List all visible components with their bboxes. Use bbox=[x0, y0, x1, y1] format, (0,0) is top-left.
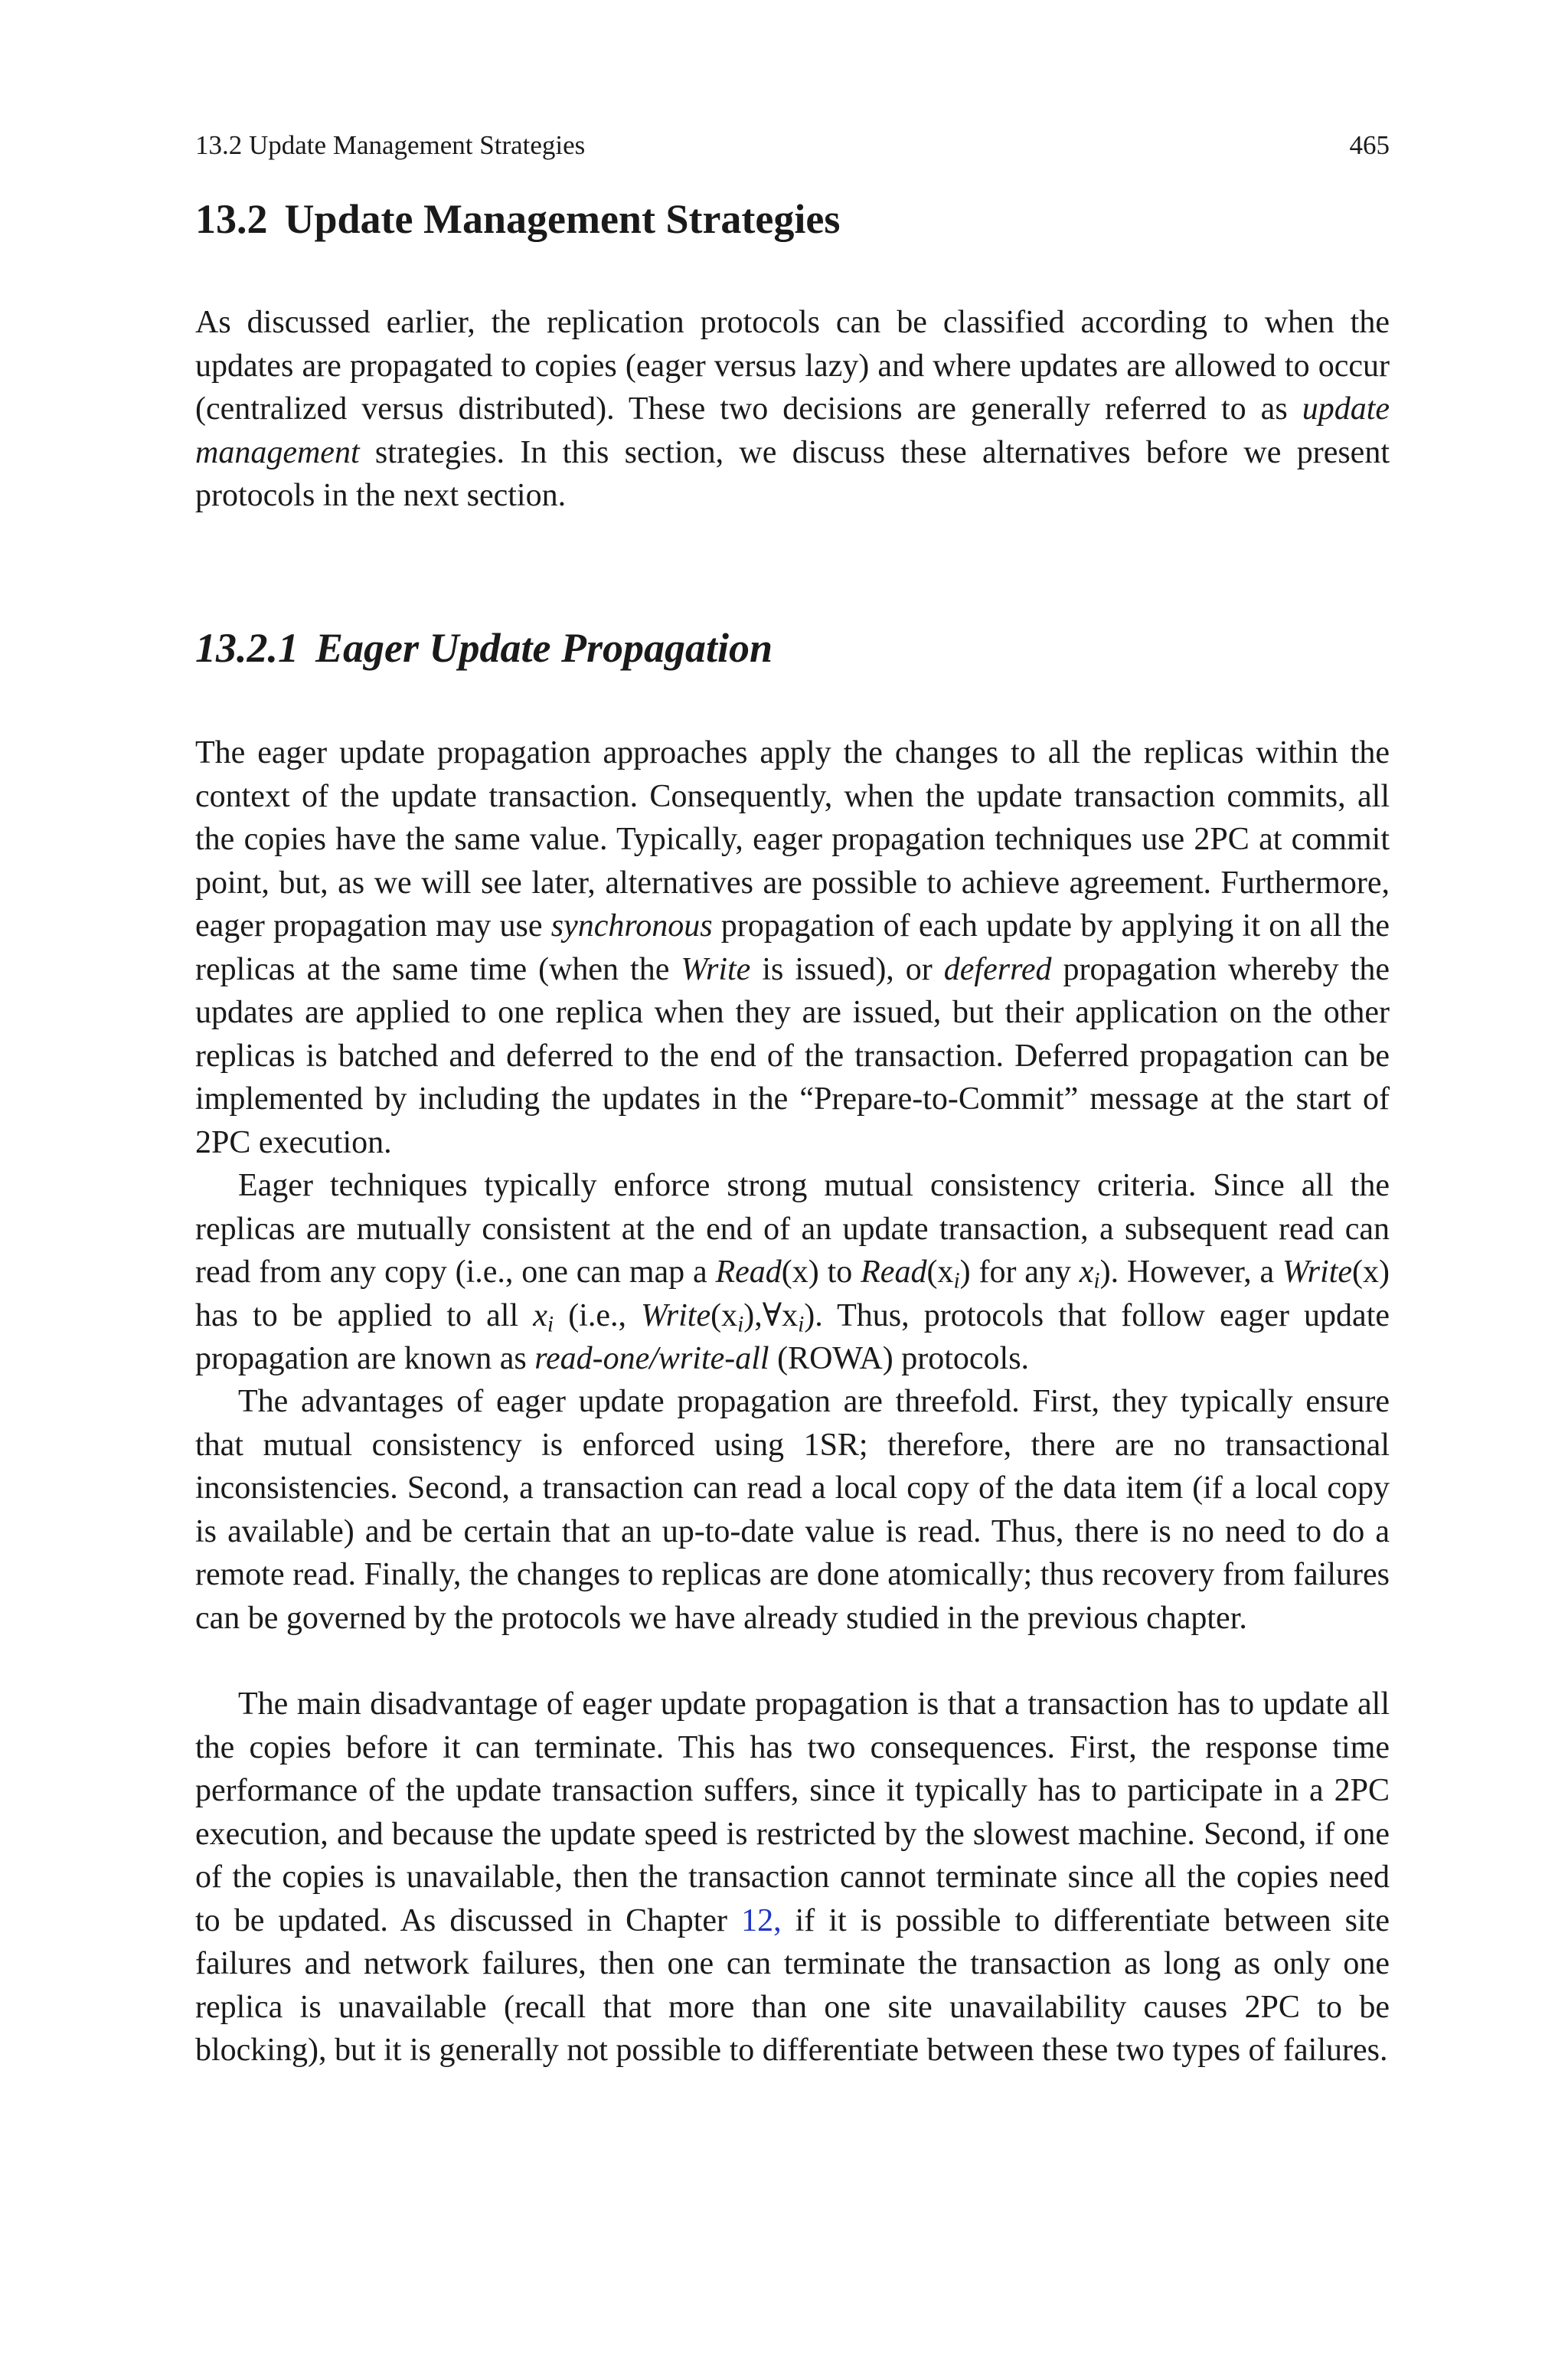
math-write: Write bbox=[1282, 1254, 1353, 1290]
math-arg: ) bbox=[959, 1254, 971, 1290]
subsection-title: Eager Update Propagation bbox=[315, 625, 773, 671]
math-subscript: i bbox=[1093, 1268, 1100, 1294]
math-subscript: i bbox=[798, 1311, 805, 1336]
text-run: The main disadvantage of eager update propagation is that a transaction has to update all the copies before it can terminate. This has two consequences. First, the response time performance of the update transaction suffers, since it typically has to participate in a 2PC execution, and because the update speed is restricted by the slowest machine. Second, if one of the copies is unavailable, then the transaction cannot terminate since all the copies need to be updated. As discussed in Chapter bbox=[195, 1686, 1390, 1938]
text-run: propagation whereby the updates are applied to one replica when they are issued, but their application on the other replicas is batched and deferred to the end of the transaction. Deferred propagation can be implemented by including the updates in the “Prepare-to-Commit” message at the start of 2PC execution. bbox=[195, 951, 1390, 1160]
text-run: to bbox=[818, 1254, 861, 1290]
subsection-heading bbox=[195, 622, 773, 674]
math-subscript: i bbox=[953, 1268, 960, 1294]
math-arg: (x bbox=[926, 1254, 954, 1290]
section-title: Update Management Strategies bbox=[284, 196, 841, 242]
math-subscript: i bbox=[547, 1311, 554, 1336]
section-heading bbox=[195, 193, 840, 245]
emphasis-term: update management bbox=[195, 391, 1390, 470]
math-arg: (x bbox=[710, 1297, 738, 1333]
running-head-title: 13.2 Update Management Strategies bbox=[195, 130, 586, 160]
math-read: Read bbox=[861, 1254, 927, 1290]
math-write: Write bbox=[681, 951, 751, 987]
text-run: As discussed earlier, the replication protocols can be classified according to when the updates are propagated to copies (eager versus lazy) and where updates are allowed to occur (centralized versus distributed). These two decisions are generally referred to as bbox=[195, 305, 1390, 427]
text-run: for any bbox=[970, 1254, 1080, 1290]
running-head bbox=[195, 127, 1390, 164]
text-run: strategies. In this section, we discuss these alternatives before we present protocols in the next section. bbox=[195, 434, 1390, 513]
math-var: x bbox=[1079, 1254, 1094, 1290]
text-run: (ROWA) protocols. bbox=[769, 1341, 1030, 1376]
paragraph-consistency bbox=[195, 1164, 1390, 1381]
math-arg: (x) bbox=[1352, 1254, 1390, 1290]
text-run: has to be applied to all bbox=[195, 1297, 534, 1333]
math-arg: (x) bbox=[781, 1254, 819, 1290]
emphasis-term: read-one/write-all bbox=[534, 1341, 769, 1376]
paragraph-eager-intro bbox=[195, 731, 1390, 1164]
text-run: The eager update propagation approaches apply the changes to all the replicas within the context of the update transaction. Consequently, when the update transaction commits, all the copies have the same value. Typically, eager propagation techniques use 2PC at commit point, but, as we will see later, alternatives are possible to achieve agreement. Furthermore, eager propagation may use bbox=[195, 735, 1390, 944]
text-run: Eager techniques typically enforce strong mutual consistency criteria. Since all the replicas are mutually consistent at the end of an update transaction, a subsequent read can read from any copy (i.e., one can map a bbox=[195, 1168, 1390, 1290]
math-write: Write bbox=[641, 1297, 711, 1333]
chapter-12-link[interactable]: 12, bbox=[741, 1902, 782, 1938]
intro-paragraph bbox=[195, 301, 1390, 518]
text-run: is issued), or bbox=[750, 951, 944, 987]
emphasis-term: deferred bbox=[943, 951, 1052, 987]
math-var: x bbox=[533, 1297, 547, 1333]
text-run: ). However, a bbox=[1099, 1254, 1283, 1290]
math-arg: ),∀x bbox=[743, 1297, 799, 1333]
text-run: if it is possible to differentiate between site failures and network failures, then one can terminate the transaction as long as only one replica is unavailable (recall that more than one site unavailability causes 2PC to be blocking), but it is generally not possible to differentiate between these two types of failures. bbox=[195, 1902, 1390, 2068]
emphasis-term: synchronous bbox=[550, 908, 713, 944]
paragraph-disadvantages bbox=[195, 1683, 1390, 2072]
math-subscript: i bbox=[737, 1311, 744, 1336]
paragraph-advantages: The advantages of eager update propagation are threefold. First, they typically ensure that mutual consistency is enforced using 1SR; therefore, there are no transactional inconsistencies. Second, a transaction can read a local copy of the data item (if a local copy is available) and be certain that an up-to-date value is read. Thus, there is no need to do a remote read. Finally, the changes to replicas are done atomically; thus recovery from failures can be governed by the protocols we have already studied in the previous chapter. bbox=[195, 1384, 1390, 1636]
text-run: (i.e., bbox=[554, 1297, 642, 1333]
page-number: 465 bbox=[1349, 130, 1390, 160]
section-number: 13.2 bbox=[195, 196, 268, 242]
math-read: Read bbox=[715, 1254, 782, 1290]
subsection-number: 13.2.1 bbox=[195, 625, 299, 671]
text-run: propagation of each update by applying it on all the replicas at the same time (when the bbox=[195, 908, 1390, 987]
text-run: ). Thus, protocols that follow eager update propagation are known as bbox=[195, 1297, 1390, 1376]
